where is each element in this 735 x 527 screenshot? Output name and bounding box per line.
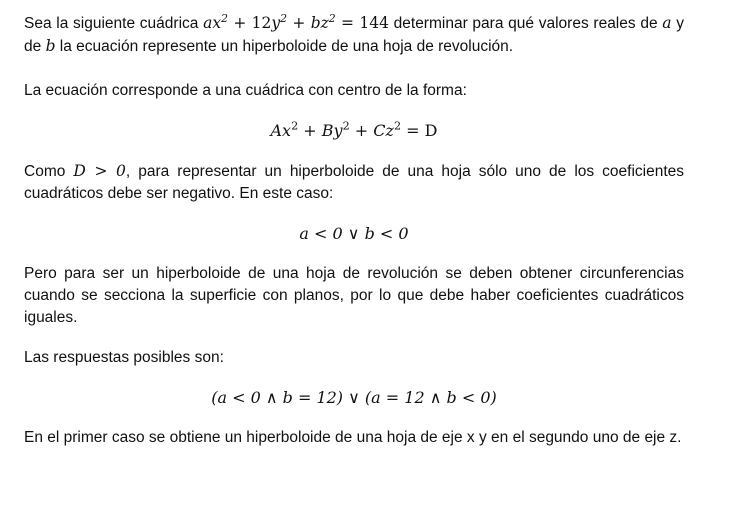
variable-b: b — [45, 37, 56, 55]
conclusion-paragraph: En el primer caso se obtiene un hiperboloide de una hoja de eje x y en el segundo uno de eje z. — [24, 429, 682, 446]
answers-intro: Las respuestas posibles son: — [24, 349, 224, 366]
answers-equation: (a < 0 ∧ b = 12) ∨ (a = 12 ∧ b < 0) — [211, 388, 497, 407]
quadric-equation: $ax^2 + 12y^2 + bz^2 = 144$ — [203, 11, 389, 32]
revolution-paragraph: Pero para ser un hiperboloide de una hoja de revolución se deben obtener circunferencias cuando se secciona la superficie con planos, por lo que debe haber coeficientes cuadráticos iguales. — [24, 265, 684, 326]
document-body — [24, 12, 684, 449]
sign-condition: a < 0 ∨ b < 0 — [299, 224, 409, 243]
form-intro: La ecuación corresponde a una cuádrica con centro de la forma: — [24, 82, 467, 99]
condition-paragraph: Como D > 0, para representar un hiperboloide de una hoja sólo uno de los coeficientes cuadráticos debe ser negativo. En este caso: — [24, 162, 684, 202]
d-condition: D > 0 — [73, 162, 126, 180]
general-equation: $Ax^2 + By^2 + Cz^2 = D$ — [270, 119, 438, 140]
problem-statement: Sea la siguiente cuádrica $ax^2 + 12y^2 + bz^2 = 144$ determinar para qué valores reales de a y de b la ecuación represente un hiperboloide de una hoja de revolución. — [24, 11, 684, 55]
variable-a: a — [662, 14, 672, 32]
